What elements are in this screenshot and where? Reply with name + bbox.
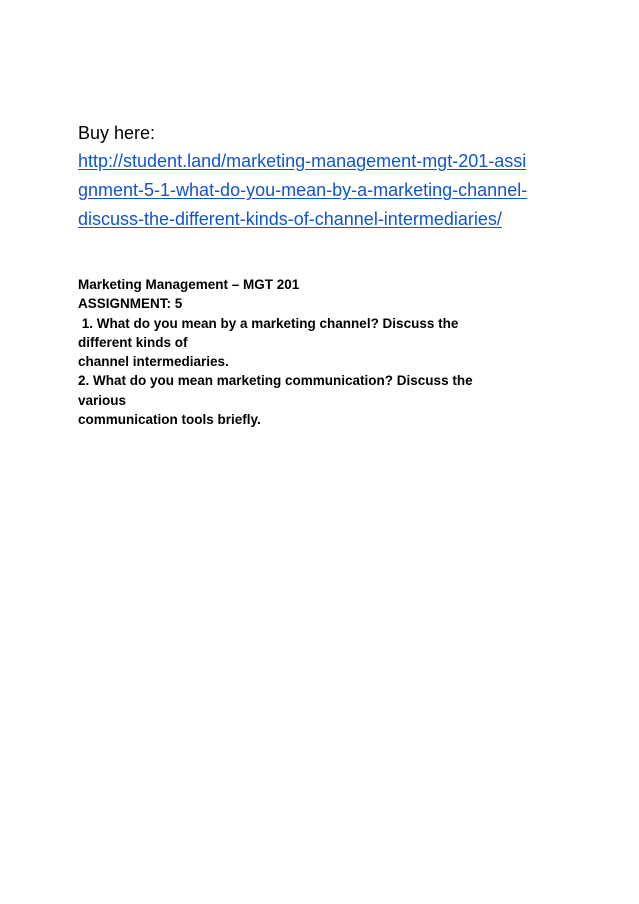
question-1-line-1: 1. What do you mean by a marketing channel? Discuss the (78, 315, 459, 331)
buy-here-label: Buy here: (78, 123, 156, 143)
purchase-link-line-2[interactable]: gnment-5-1-what-do-you-mean-by-a-marketing-channel- (78, 180, 528, 200)
question-2-line-1: 2. What do you mean marketing communication? Discuss the (78, 373, 473, 389)
question-1-line-2: different kinds of (78, 334, 188, 350)
assignment-number: ASSIGNMENT: 5 (78, 296, 183, 312)
assignment-section (78, 275, 578, 429)
purchase-link-line-3[interactable]: discuss-the-different-kinds-of-channel-intermediaries/ (78, 209, 502, 229)
question-1-line-3: channel intermediaries. (78, 354, 229, 370)
buy-section (78, 119, 578, 234)
question-2-line-3: communication tools briefly. (78, 412, 261, 428)
purchase-link[interactable] (78, 147, 578, 234)
course-title: Marketing Management – MGT 201 (78, 277, 300, 292)
purchase-link-line-1[interactable]: http://student.land/marketing-management-mgt-201-assi (78, 151, 527, 171)
question-2-line-2: various (78, 392, 127, 408)
